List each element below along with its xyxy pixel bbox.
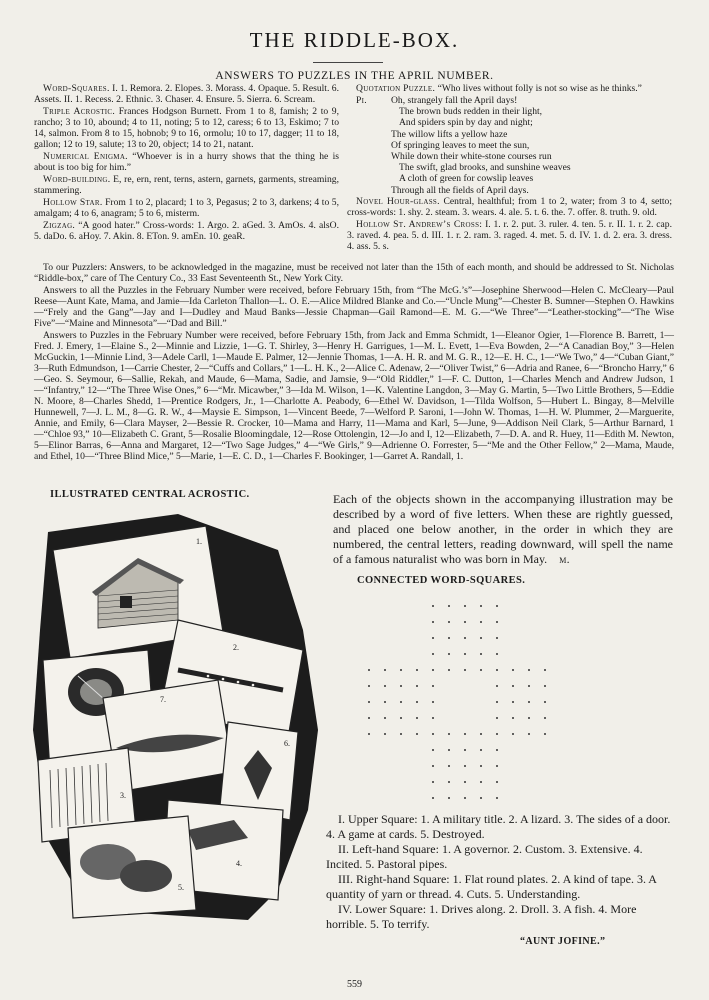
- page-title: THE RIDDLE-BOX.: [249, 28, 460, 52]
- answer-quotation-puzzle: Quotation Puzzle. “Who lives without folly is not so wise as he thinks.”: [356, 83, 642, 94]
- title-rule: [313, 62, 383, 63]
- acrostic-text: Each of the objects shown in the accompanying illustration may be described by a word of five letters. When these are rightly guessed, and placed one below another, in the order in which they are numbered, the central letters, reading downward, will spell the name of a famous naturalist who was born in May. m.: [333, 492, 673, 566]
- word-squares-diagram: [360, 595, 560, 815]
- answers-heading: ANSWERS TO PUZZLES IN THE APRIL NUMBER.: [215, 70, 494, 82]
- answer-hollow-star: Hollow Star. From 1 to 2, placard; 1 to 3, Pegasus; 2 to 3, darkens; 4 to 5, amalgam; 4 to 6, anagram; 5 to 6, misterm.: [34, 197, 339, 219]
- card-shells: [68, 816, 196, 918]
- pi-poem: Oh, strangely fall the April days! The brown buds redden in their light, And spiders spin by day and night; The willow lifts a yellow haze Of springing leaves to meet the sun, While down their white-stone courses run The swift, glad brooks, and sunshine weaves A cloth of green for cowslip leaves Through all the fields of April days.: [391, 95, 571, 196]
- number-4-label: 4.: [236, 859, 242, 868]
- answer-word-building: Word-building. E, re, ern, rent, terns, astern, garnets, garments, streaming, stammering.: [34, 174, 340, 196]
- number-3-label: 3.: [120, 791, 126, 800]
- acrostic-signature: m.: [559, 552, 570, 566]
- connected-heading: CONNECTED WORD-SQUARES.: [357, 575, 526, 586]
- number-6-label: 6.: [284, 739, 290, 748]
- connected-clues: [326, 812, 674, 932]
- answer-triple-acrostic: Triple Acrostic. Frances Hodgson Burnett. From 1 to 8, famish; 2 to 9, rancho; 3 to 10, abound; 4 to 11, noting; 5 to 12, caress; 6 to 13, Eskimo; 7 to 14, salmon. From 8 to 15, hobnob; 9 to 16, ormolu; 10 to 17, dagger; 11 to 18, gallon; 12 to 19, salute; 13 to 20, object; 14 to 21, natant.: [34, 106, 339, 150]
- answer-novel-hourglass: Novel Hour-glass. Central, healthful; from 1 to 2, water; from 3 to 4, setto; cross-words: 1. shy. 2. steam. 3. wears. 4. ale. 5. t. 6. the. 7. offer. 8. truth. 9. old.: [347, 196, 673, 218]
- page-number: 559: [347, 979, 362, 990]
- answers-full-width: [34, 262, 674, 463]
- number-1-label: 1.: [196, 537, 202, 546]
- clue-right-square: III. Right-hand Square: 1. Flat round plates. 2. A kind of tape. 3. A quantity of yarn or thread. 4. Cuts. 5. Understanding.: [326, 872, 657, 901]
- to-our-puzzlers: To our Puzzlers: Answers, to be acknowledged in the magazine, must be received not later than the 15th of each month, and should be addressed to St. Nicholas “Riddle-box,” care of The Century Co., 33 East Seventeenth St., New York City.: [34, 262, 674, 284]
- acrostic-illustration: [28, 510, 318, 922]
- answer-word-squares: Word-Squares. I. 1. Remora. 2. Elopes. 3. Morass. 4. Opaque. 5. Result. 6. Assets. II. 1. Recess. 2. Ethnic. 3. Chaser. 4. Ensure. 5. Sierra. 6. Scream.: [34, 83, 339, 105]
- clue-lower-square: IV. Lower Square: 1. Drives along. 2. Droll. 3. A fish. 4. More horrible. 5. To terrify.: [326, 902, 637, 931]
- acrostic-heading: ILLUSTRATED CENTRAL ACROSTIC.: [50, 489, 250, 500]
- number-7-label: 7.: [160, 695, 166, 704]
- puzzles-solvers: Answers to Puzzles in the February Number were received, before February 15th, from Jack and Emma Schmidt, 1—Eleanor Ogier, 1—Florence B. Barrett, 1—Fred. J. Emery, 1—Elaine S., 2—Minnie and Lizzie, 1—G. T. Shirley, 3—Henry H. Garrigues, 1—M. L. Evett, 1—Eva Bowden, 2—“A Canadian Boy,” 3—Helen McGuckin, 1—Minnie Lind, 3—Adele Carll, 1—Maude E. Palmer, 12—Jennie Thomas, 1—A. H. R. and M. G. R., 12—E. H. C., 1—“We Two,” 4—“Cuban Giant,” 3—Ruth Edmundson, 1—Carrie Chester, 2—“Cuffs and Collars,” 1—L. H. K., 2—Alice C. Adenaw, 2—“Oliver Twist,” 6—Adria and Ranee, 6—“Broncho Harry,” 6—Geo. S. Seymour, 6—Sallie, Rekah, and Maude, 6—Mama, Sadie, and Jamsie, 9—“Old Riddler,” 1—F. C. Dutton, 1—Charles Mench and Andrew Judson, 1—“Infantry,” 12—“The Three Wise Ones,” 6—“Mr. Micawber,” 3—Ida M. Wilson, 1—K. Valentine Langdon, 3—May G. Martin, 5—Two Little Brothers, 5—Eddie N. Moore, 8—Charles Shedd, 1—Prentice Rodgers, Jr., 1—Charlotte A. Peabody, 6—Ethel W. Davidson, 1—Tilda Wolfson, 5—Hubert L. Bingay, 8—Melville Hunnewell, 7—J. L. M., 8—G. R. W., 4—Maysie E. Simpson, 1—Vincent Beede, 7—Welford P. Saroni, 1—John W. Thomas, 1—H. W. Plummer, 2—Marguerite, Annie, and Emily, 6—Clara Mayser, 2—Bessie R. Crocker, 10—Mama and Harry, 11—Mama and Karl, 5—June, 9—Addison Neil Clark, 5—Arthur Barnard, 1—“Chloe 93,” 10—Elizabeth C. Grant, 5—Rosalie Bloomingdale, 12—Rose Ottolengin, 12—Jo and I, 12—Elizabeth, 7—D. A. and R. Huey, 11—Edith M. Newton, 5—Elinor Barras, 6—Anna and Margaret, 12—“Two Sage Judges,” 4—“We Girls,” 9—Adrienne O. Forrester, 5—“Me and the Other Fellow,” 2—Mama, Maude, and Ethel, 10—“Three Blind Mice,” 5—Marie, 1—E. C. D., 1—Charles F. Bookinger, 1—Garret A. Randall, 1.: [34, 330, 674, 462]
- answer-hollow-cross: Hollow St. Andrew’s Cross: I. 1. r. 2. put. 3. ruler. 4. ten. 5. r. II. 1. r. 2. cap. 3. raved. 4. pea. 5. d. III. 1. r. 2. ram. 3. raged. 4. met. 5. d. IV. 1. d. 2. era. 3. dress. 4. ass. 5. s.: [347, 219, 672, 252]
- answers-right-column: [347, 83, 672, 253]
- answers-left-column: [34, 83, 339, 243]
- answer-zigzag: Zigzag. “A good hater.” Cross-words: 1. Argo. 2. aGed. 3. AmOs. 4. alsO. 5. daDo. 6. aHoy. 7. Akin. 8. ETon. 9. amEn. 10. geaR.: [34, 220, 339, 242]
- all-puzzles-solvers: Answers to all the Puzzles in the February Number were received, before February 15th, from “The McG.’s”—Josephine Sherwood—Helen C. McCleary—Paul Reese—Aunt Kate, Mama, and Jamie—Ida Carleton Thallon—L. O. E.—Alice Mildred Blanke and Co.—“Uncle Mung”—Chester B. Sumner—Stephen O. Hawkins—“Frely and the Gang”—Jay and I—Dudley and Maud Banks—Jessie Chapman—Gail Ramond—E. M. G.—“We Three”—“Leather-stocking”—“The Wise Five”—“Maine and Minnesota”—“Dad and Bill.”: [34, 285, 674, 329]
- connected-signature: “AUNT JOFINE.”: [520, 936, 606, 947]
- answer-pi: Pi. Oh, strangely fall the April days! The brown buds redden in their light, And spiders spin by day and night; The willow lifts a yellow haze Of springing leaves to meet the sun, While down their white-stone courses run The swift, glad brooks, and sunshine weaves A cloth of green for cowslip leaves Through all the fields of April days.: [356, 95, 571, 196]
- clue-left-square: II. Left-hand Square: 1. A governor. 2. Custom. 3. Extensive. 4. Incited. 5. Pastoral pipes.: [326, 842, 643, 871]
- answer-numerical-enigma: Numerical Enigma. “Whoever is in a hurry shows that the thing he is about is too big for him.”: [34, 151, 339, 173]
- number-5-label: 5.: [178, 883, 184, 892]
- number-2-label: 2.: [233, 643, 239, 652]
- clue-upper-square: I. Upper Square: 1. A military title. 2. A lizard. 3. The sides of a door. 4. A game at cards. 5. Destroyed.: [326, 812, 671, 841]
